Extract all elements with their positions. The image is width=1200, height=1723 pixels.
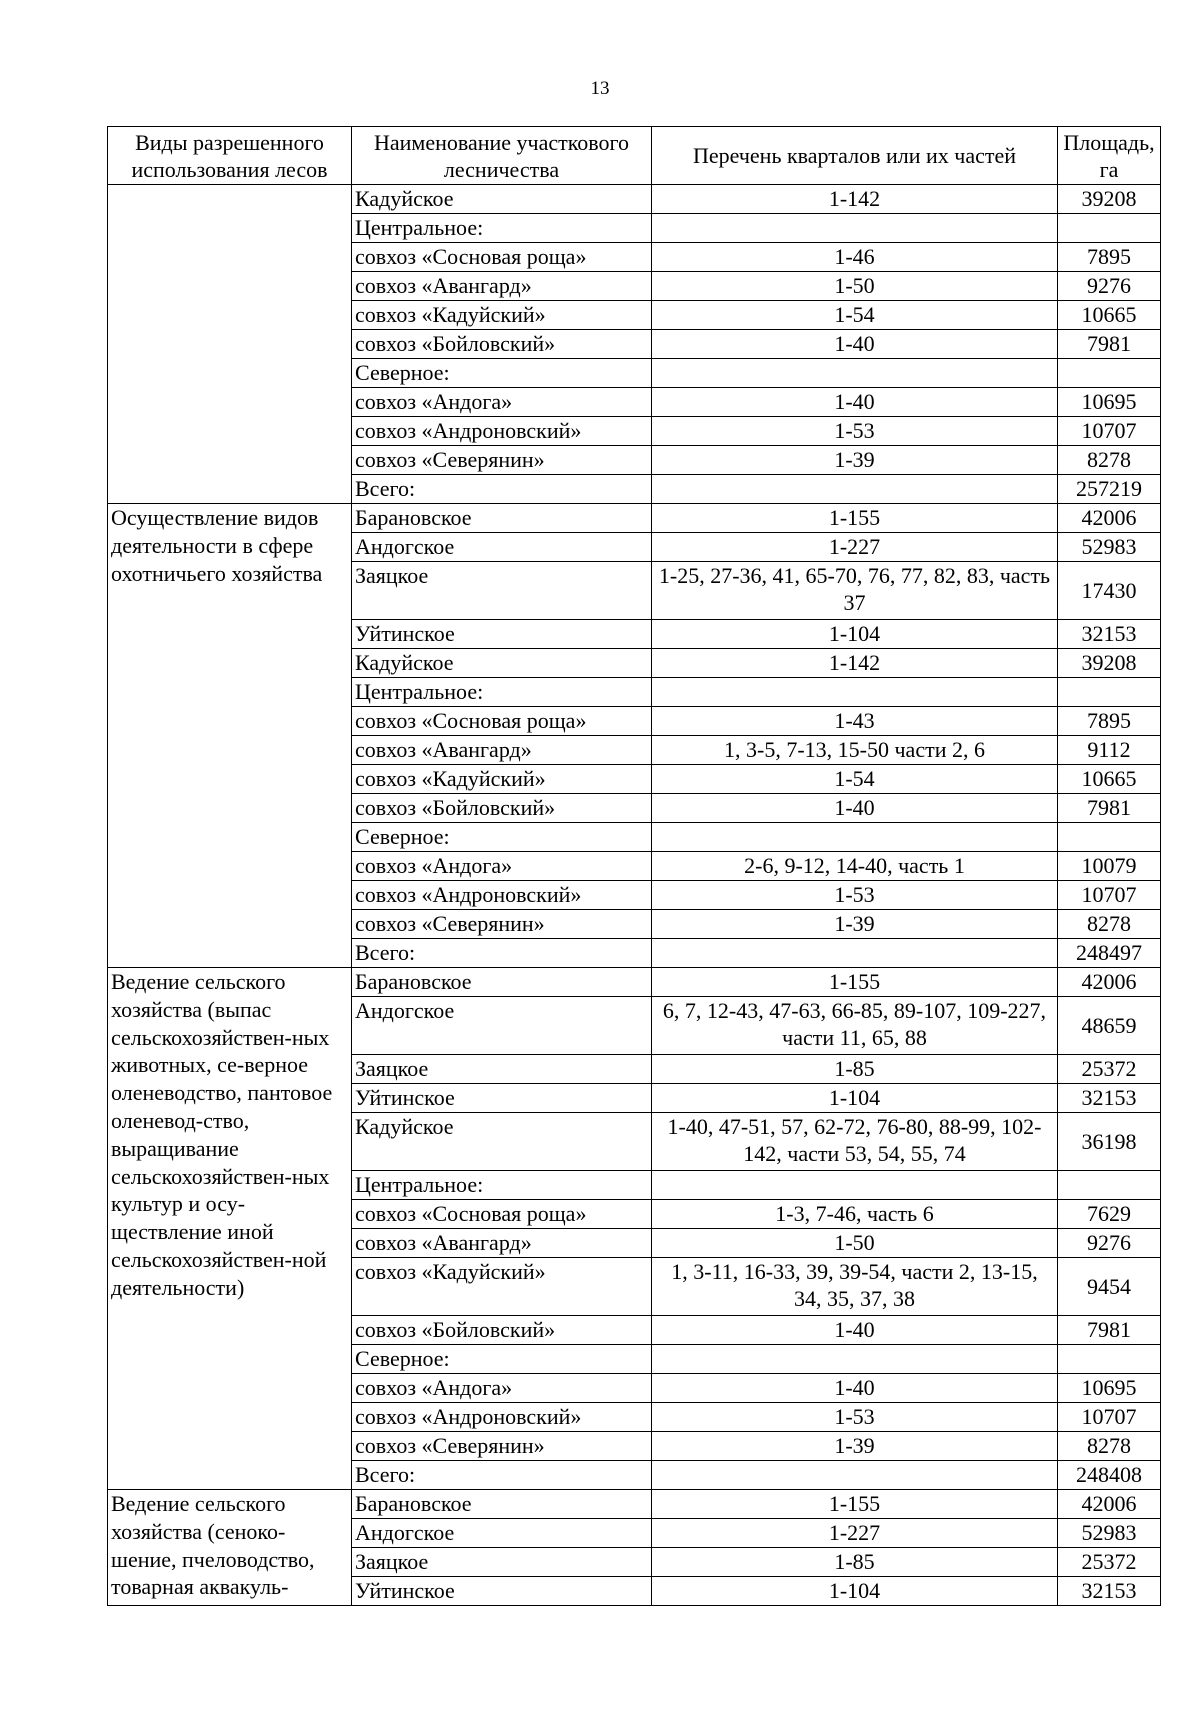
quarters-cell: 6, 7, 12-43, 47-63, 66-85, 89-107, 109-227, части 11, 65, 88 (652, 997, 1058, 1055)
area-cell: 39208 (1058, 649, 1161, 678)
area-cell: 248497 (1058, 939, 1161, 968)
quarters-cell: 1-43 (652, 707, 1058, 736)
area-cell: 10665 (1058, 301, 1161, 330)
area-cell: 17430 (1058, 562, 1161, 620)
quarters-cell: 1-227 (652, 533, 1058, 562)
table-row (108, 504, 1161, 533)
quarters-cell: 1-50 (652, 1229, 1058, 1258)
area-cell: 9276 (1058, 272, 1161, 301)
forestry-name-cell: Заяцкое (352, 1055, 652, 1084)
quarters-cell: 1-104 (652, 1577, 1058, 1606)
area-cell: 9454 (1058, 1258, 1161, 1316)
forestry-name-cell: Андогское (352, 997, 652, 1055)
table-row (108, 968, 1161, 997)
forestry-name-cell: совхоз «Авангард» (352, 1229, 652, 1258)
quarters-cell: 1-142 (652, 185, 1058, 214)
quarters-cell: 1-46 (652, 243, 1058, 272)
area-cell: 48659 (1058, 997, 1161, 1055)
forestry-name-cell: Всего: (352, 939, 652, 968)
quarters-cell: 1-142 (652, 649, 1058, 678)
forestry-name-cell: совхоз «Северянин» (352, 446, 652, 475)
area-cell: 7981 (1058, 330, 1161, 359)
forestry-name-cell: Андогское (352, 1519, 652, 1548)
forestry-name-cell: Кадуйское (352, 1113, 652, 1171)
quarters-cell: 1, 3-11, 16-33, 39, 39-54, части 2, 13-15, 34, 35, 37, 38 (652, 1258, 1058, 1316)
forestry-name-cell: Центральное: (352, 678, 652, 707)
area-cell: 10695 (1058, 1374, 1161, 1403)
forestry-name-cell: совхоз «Бойловский» (352, 1316, 652, 1345)
forestry-name-cell: совхоз «Андроновский» (352, 417, 652, 446)
forestry-name-cell: совхоз «Андога» (352, 388, 652, 417)
quarters-cell (652, 1345, 1058, 1374)
quarters-cell: 1-40 (652, 1374, 1058, 1403)
area-cell (1058, 1345, 1161, 1374)
area-cell: 10707 (1058, 881, 1161, 910)
quarters-cell: 1-85 (652, 1055, 1058, 1084)
quarters-cell: 1-39 (652, 446, 1058, 475)
forestry-name-cell: Уйтинское (352, 1577, 652, 1606)
quarters-cell: 1, 3-5, 7-13, 15-50 части 2, 6 (652, 736, 1058, 765)
area-cell: 25372 (1058, 1055, 1161, 1084)
area-cell: 32153 (1058, 1577, 1161, 1606)
area-cell: 32153 (1058, 620, 1161, 649)
quarters-cell: 1-39 (652, 910, 1058, 939)
quarters-cell (652, 939, 1058, 968)
quarters-cell: 1-104 (652, 620, 1058, 649)
quarters-cell: 1-53 (652, 881, 1058, 910)
quarters-cell: 1-227 (652, 1519, 1058, 1548)
forestry-name-cell: совхоз «Авангард» (352, 272, 652, 301)
quarters-cell (652, 1171, 1058, 1200)
quarters-cell (652, 475, 1058, 504)
forestry-name-cell: совхоз «Кадуйский» (352, 301, 652, 330)
quarters-cell (652, 678, 1058, 707)
forestry-name-cell: Кадуйское (352, 185, 652, 214)
forestry-name-cell: Андогское (352, 533, 652, 562)
quarters-cell (652, 823, 1058, 852)
quarters-cell: 1-40 (652, 1316, 1058, 1345)
forestry-name-cell: совхоз «Северянин» (352, 1432, 652, 1461)
area-cell: 10707 (1058, 1403, 1161, 1432)
area-cell: 7629 (1058, 1200, 1161, 1229)
forestry-name-cell: совхоз «Бойловский» (352, 794, 652, 823)
quarters-cell: 1-53 (652, 417, 1058, 446)
area-cell: 52983 (1058, 533, 1161, 562)
area-cell: 8278 (1058, 446, 1161, 475)
use-type-cell: Ведение сельского хозяйства (выпас сельскохозяйствен-ных животных, се-верное оленеводство, пантовое оленевод-ство, выращивание сельскохозяйствен-ных культур и осу-ществление иной сельскохозяйствен-ной деятельности) (108, 968, 352, 1490)
forestry-name-cell: совхоз «Андога» (352, 852, 652, 881)
table-body (108, 185, 1161, 1606)
header-quarters: Перечень кварталов или их частей (652, 127, 1058, 185)
use-type-cell (108, 185, 352, 504)
forestry-name-cell: совхоз «Бойловский» (352, 330, 652, 359)
quarters-cell: 1-40 (652, 388, 1058, 417)
use-type-cell: Ведение сельского хозяйства (сеноко-шение, пчеловодство, товарная аквакуль- (108, 1490, 352, 1606)
forestry-name-cell: Центральное: (352, 1171, 652, 1200)
quarters-cell: 1-40, 47-51, 57, 62-72, 76-80, 88-99, 102-142, части 53, 54, 55, 74 (652, 1113, 1058, 1171)
area-cell (1058, 214, 1161, 243)
quarters-cell: 1-155 (652, 968, 1058, 997)
quarters-cell: 1-155 (652, 1490, 1058, 1519)
quarters-cell: 1-40 (652, 794, 1058, 823)
quarters-cell: 1-25, 27-36, 41, 65-70, 76, 77, 82, 83, часть 37 (652, 562, 1058, 620)
quarters-cell: 1-85 (652, 1548, 1058, 1577)
forestry-name-cell: Барановское (352, 968, 652, 997)
forestry-name-cell: Северное: (352, 823, 652, 852)
forestry-name-cell: совхоз «Кадуйский» (352, 1258, 652, 1316)
area-cell: 257219 (1058, 475, 1161, 504)
forestry-name-cell: совхоз «Сосновая роща» (352, 1200, 652, 1229)
area-cell: 248408 (1058, 1461, 1161, 1490)
quarters-cell: 1-3, 7-46, часть 6 (652, 1200, 1058, 1229)
forestry-name-cell: совхоз «Сосновая роща» (352, 707, 652, 736)
area-cell: 42006 (1058, 1490, 1161, 1519)
quarters-cell (652, 214, 1058, 243)
quarters-cell: 1-54 (652, 301, 1058, 330)
header-area: Площадь, га (1058, 127, 1161, 185)
page-number: 13 (590, 78, 610, 99)
quarters-cell (652, 1461, 1058, 1490)
forestry-name-cell: Северное: (352, 1345, 652, 1374)
forestry-name-cell: Барановское (352, 1490, 652, 1519)
area-cell: 10079 (1058, 852, 1161, 881)
area-cell: 10695 (1058, 388, 1161, 417)
forestry-name-cell: совхоз «Сосновая роща» (352, 243, 652, 272)
quarters-cell: 1-40 (652, 330, 1058, 359)
area-cell: 7895 (1058, 707, 1161, 736)
forestry-name-cell: Центральное: (352, 214, 652, 243)
forestry-name-cell: Барановское (352, 504, 652, 533)
area-cell: 9112 (1058, 736, 1161, 765)
quarters-cell: 1-39 (652, 1432, 1058, 1461)
forestry-name-cell: Уйтинское (352, 620, 652, 649)
area-cell: 52983 (1058, 1519, 1161, 1548)
forestry-name-cell: совхоз «Андроновский» (352, 1403, 652, 1432)
quarters-cell: 1-155 (652, 504, 1058, 533)
forestry-name-cell: Северное: (352, 359, 652, 388)
area-cell: 25372 (1058, 1548, 1161, 1577)
forest-use-table (107, 126, 1161, 1606)
forestry-name-cell: Всего: (352, 1461, 652, 1490)
table-row (108, 1490, 1161, 1519)
area-cell: 42006 (1058, 504, 1161, 533)
table-header-row (108, 127, 1161, 185)
area-cell (1058, 678, 1161, 707)
area-cell: 32153 (1058, 1084, 1161, 1113)
forestry-name-cell: Уйтинское (352, 1084, 652, 1113)
area-cell: 10665 (1058, 765, 1161, 794)
area-cell: 9276 (1058, 1229, 1161, 1258)
area-cell: 7981 (1058, 794, 1161, 823)
table-row (108, 185, 1161, 214)
forestry-name-cell: совхоз «Северянин» (352, 910, 652, 939)
forestry-name-cell: Кадуйское (352, 649, 652, 678)
forestry-name-cell: совхоз «Авангард» (352, 736, 652, 765)
header-forestry: Наименование участкового лесничества (352, 127, 652, 185)
quarters-cell (652, 359, 1058, 388)
quarters-cell: 2-6, 9-12, 14-40, часть 1 (652, 852, 1058, 881)
quarters-cell: 1-104 (652, 1084, 1058, 1113)
quarters-cell: 1-53 (652, 1403, 1058, 1432)
use-type-cell: Осуществление видов деятельности в сфере охотничьего хозяйства (108, 504, 352, 968)
area-cell: 8278 (1058, 910, 1161, 939)
area-cell (1058, 1171, 1161, 1200)
forestry-name-cell: совхоз «Андога» (352, 1374, 652, 1403)
area-cell (1058, 823, 1161, 852)
area-cell: 39208 (1058, 185, 1161, 214)
area-cell: 7981 (1058, 1316, 1161, 1345)
area-cell: 10707 (1058, 417, 1161, 446)
area-cell: 7895 (1058, 243, 1161, 272)
forestry-name-cell: совхоз «Кадуйский» (352, 765, 652, 794)
forestry-name-cell: совхоз «Андроновский» (352, 881, 652, 910)
quarters-cell: 1-50 (652, 272, 1058, 301)
area-cell: 36198 (1058, 1113, 1161, 1171)
area-cell: 8278 (1058, 1432, 1161, 1461)
forestry-name-cell: Заяцкое (352, 562, 652, 620)
area-cell (1058, 359, 1161, 388)
forestry-name-cell: Заяцкое (352, 1548, 652, 1577)
quarters-cell: 1-54 (652, 765, 1058, 794)
area-cell: 42006 (1058, 968, 1161, 997)
forestry-name-cell: Всего: (352, 475, 652, 504)
header-use: Виды разрешенного использования лесов (108, 127, 352, 185)
